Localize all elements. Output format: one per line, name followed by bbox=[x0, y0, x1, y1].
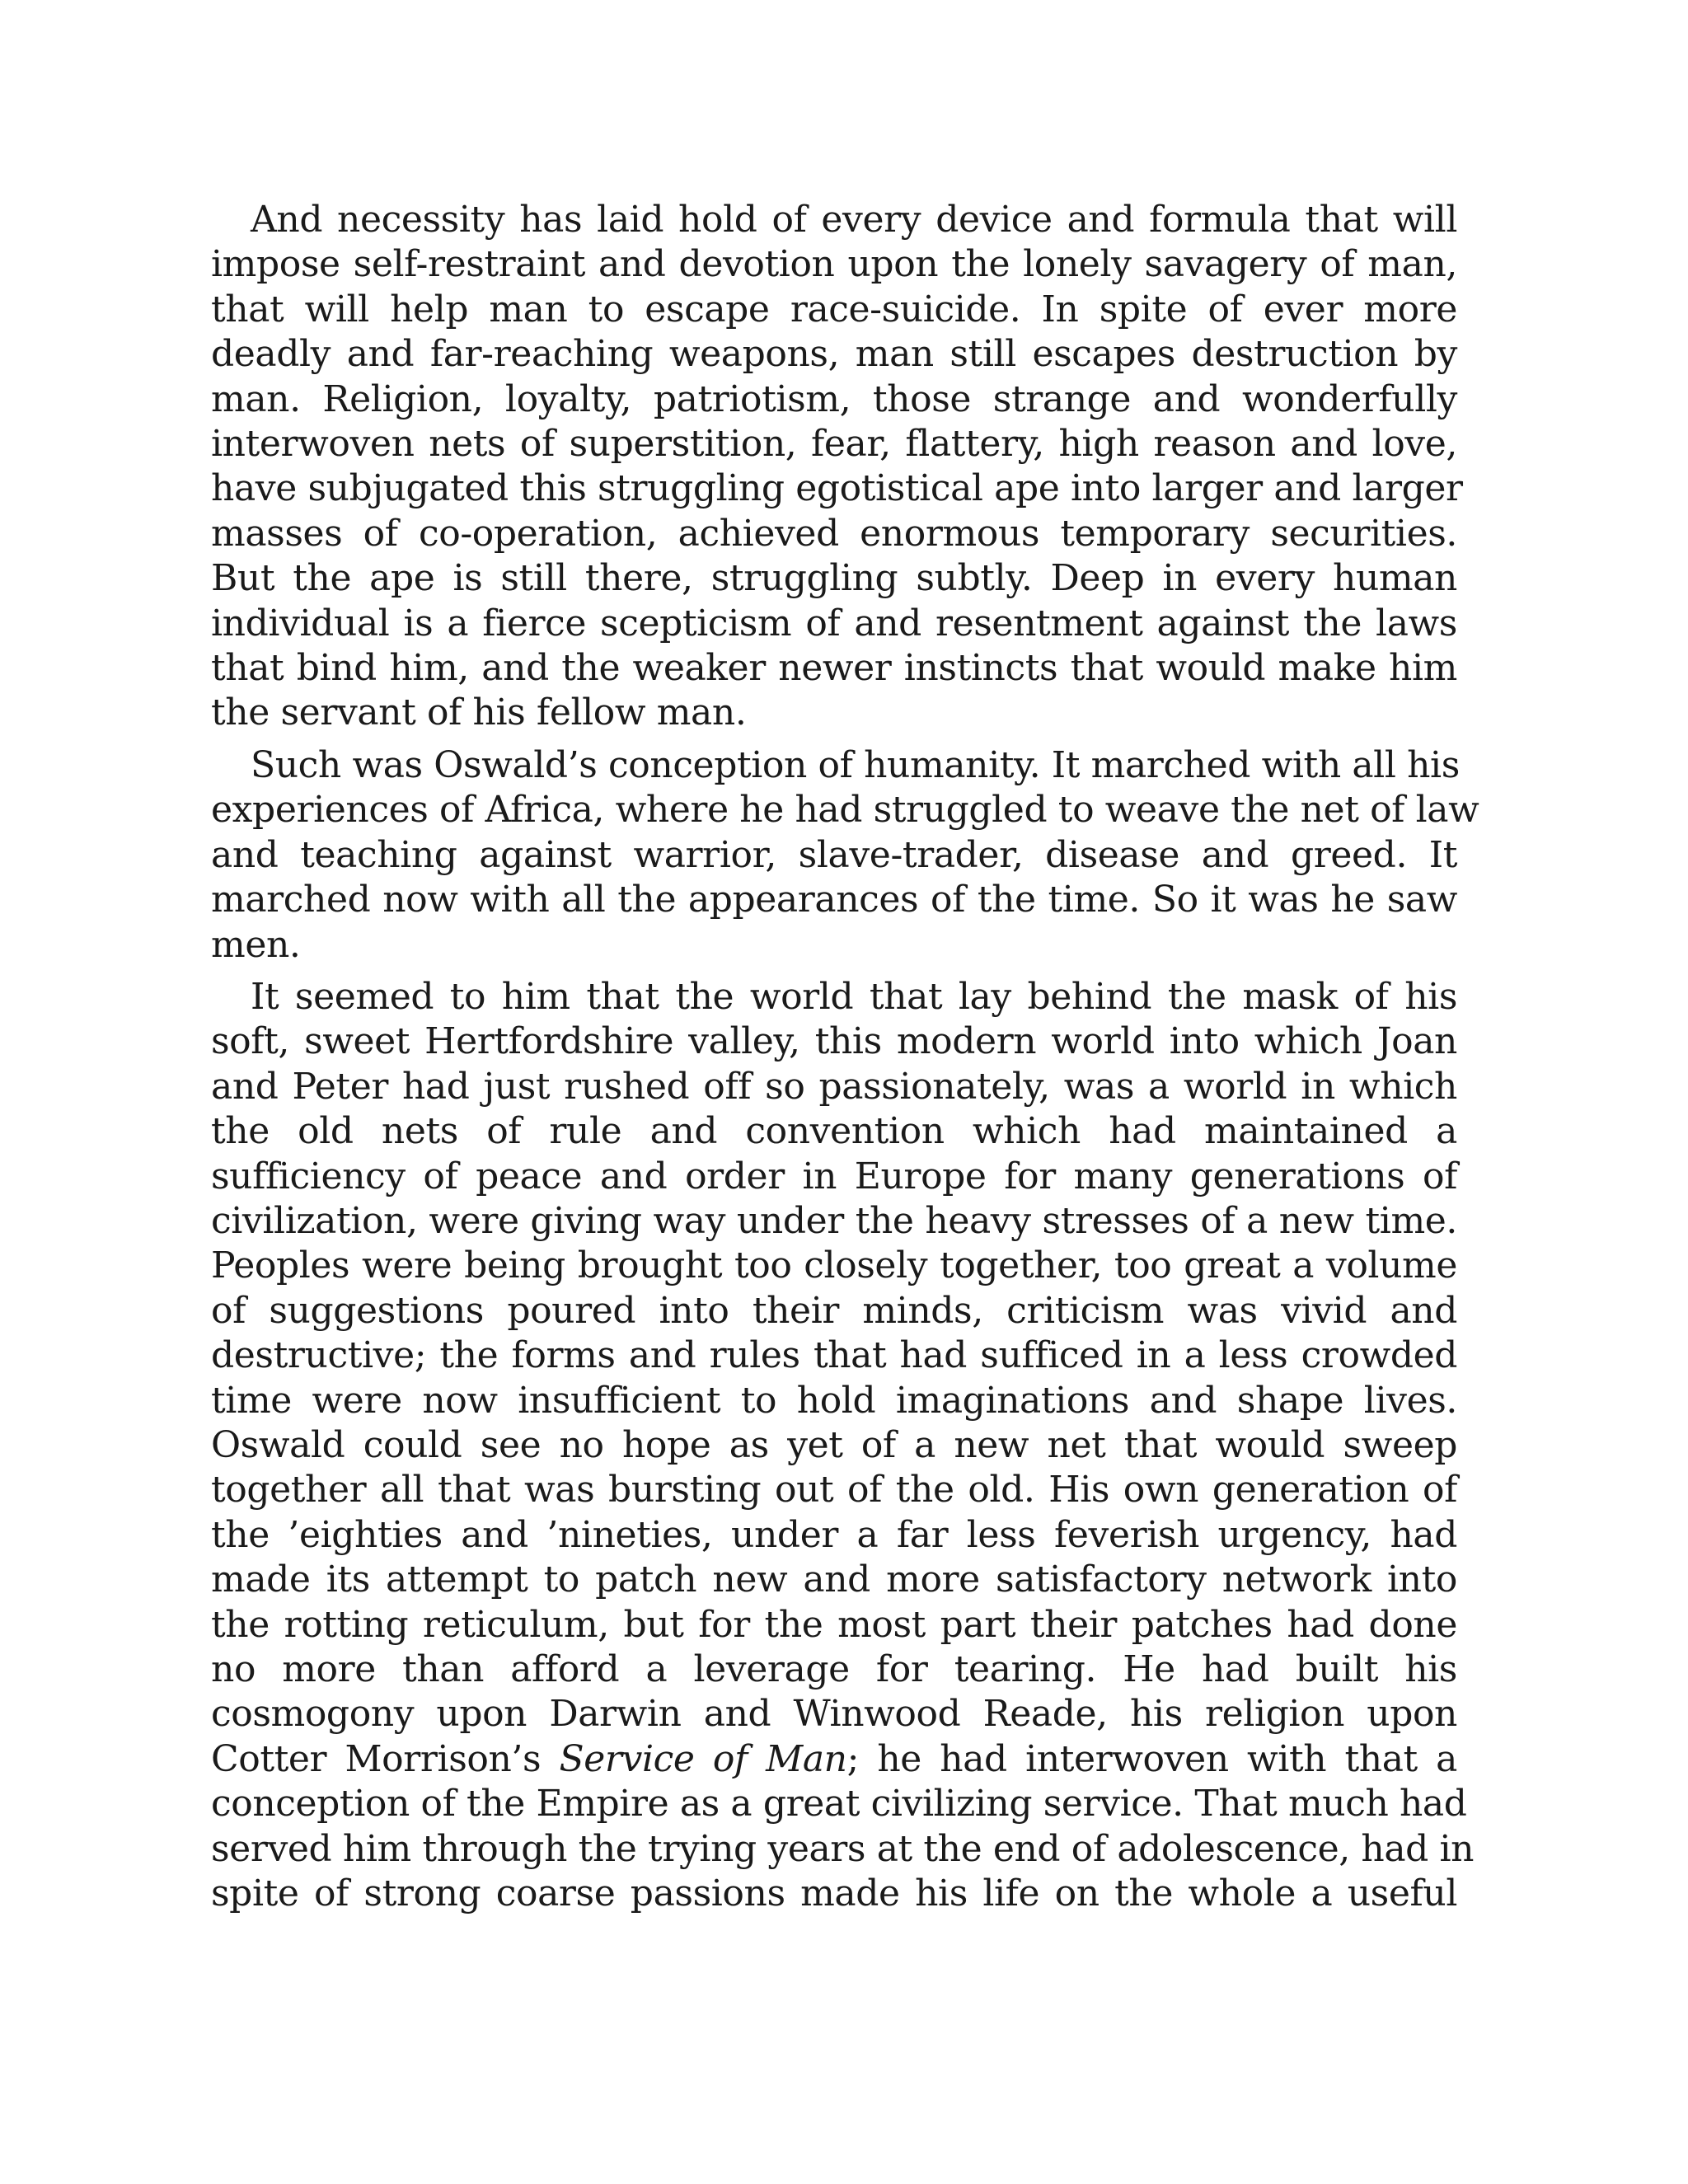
text-line: It seemed to him that the world that lay behind the mask of his bbox=[251, 975, 1457, 1018]
text-before-title: Cotter Morrison’s bbox=[211, 1737, 560, 1780]
text-line: together all that was bursting out of the old. His own generation of bbox=[211, 1469, 1457, 1511]
text-line: And necessity has laid hold of every device and formula that will bbox=[251, 199, 1457, 241]
paragraph-1 bbox=[211, 198, 1463, 736]
text-line: conception of the Empire as a great civilizing service. That much had bbox=[211, 1783, 1467, 1825]
text-line: experiences of Africa, where he had struggled to weave the net of law bbox=[211, 789, 1479, 832]
text-line: and Peter had just rushed off so passionately, was a world in which bbox=[211, 1065, 1457, 1108]
text-line: soft, sweet Hertfordshire valley, this modern world into which Joan bbox=[211, 1020, 1457, 1063]
text-line: the ’eighties and ’nineties, under a far less feverish urgency, had bbox=[211, 1513, 1457, 1556]
text-line: that bind him, and the weaker newer instincts that would make him bbox=[211, 647, 1457, 690]
text-line: and teaching against warrior, slave-trader, disease and greed. It bbox=[211, 833, 1457, 876]
text-line: civilization, were giving way under the heavy stresses of a new time. bbox=[211, 1199, 1457, 1242]
text-line: spite of strong coarse passions made his life on the whole a useful bbox=[211, 1872, 1457, 1915]
text-line: impose self-restraint and devotion upon the lonely savagery of man, bbox=[211, 243, 1457, 286]
text-line: the rotting reticulum, but for the most part their patches had done bbox=[211, 1603, 1457, 1646]
text-line-with-italic bbox=[211, 1737, 1457, 1782]
text-after-title: ; he had interwoven with that a bbox=[846, 1737, 1457, 1780]
text-line: the servant of his fellow man. bbox=[211, 691, 747, 734]
text-line: served him through the trying years at the end of adolescence, had in bbox=[211, 1827, 1475, 1870]
text-line: time were now insufficient to hold imaginations and shape lives. bbox=[211, 1379, 1457, 1422]
text-line: Peoples were being brought too closely together, too great a volume bbox=[211, 1244, 1457, 1287]
text-line: marched now with all the appearances of the time. So it was he saw bbox=[211, 879, 1457, 921]
text-line: have subjugated this struggling egotistical ape into larger and larger bbox=[211, 467, 1463, 510]
text-line: men. bbox=[211, 923, 301, 966]
body-text bbox=[211, 198, 1479, 1924]
paragraph-2 bbox=[211, 743, 1479, 968]
text-line: the old nets of rule and convention which had maintained a bbox=[211, 1110, 1457, 1153]
text-line: no more than afford a leverage for tearing. He had built his bbox=[211, 1648, 1457, 1690]
text-line: interwoven nets of superstition, fear, flattery, high reason and love, bbox=[211, 423, 1457, 466]
paragraph-3 bbox=[211, 975, 1475, 1917]
text-line: masses of co-operation, achieved enormous temporary securities. bbox=[211, 512, 1457, 555]
text-line: Such was Oswald’s conception of humanity. It marched with all his bbox=[251, 743, 1460, 786]
book-title: Service of Man bbox=[559, 1737, 847, 1780]
text-line: Oswald could see no hope as yet of a new net that would sweep bbox=[211, 1423, 1457, 1466]
text-line: that will help man to escape race-suicide. In spite of ever more bbox=[211, 288, 1457, 330]
text-line: destructive; the forms and rules that had sufficed in a less crowded bbox=[211, 1334, 1457, 1377]
text-line: of suggestions poured into their minds, criticism was vivid and bbox=[211, 1289, 1457, 1332]
text-line: made its attempt to patch new and more satisfactory network into bbox=[211, 1558, 1457, 1601]
text-line: individual is a fierce scepticism of and resentment against the laws bbox=[211, 602, 1457, 644]
text-line: man. Religion, loyalty, patriotism, those strange and wonderfully bbox=[211, 377, 1457, 420]
text-line: deadly and far-reaching weapons, man still escapes destruction by bbox=[211, 333, 1457, 376]
text-line: cosmogony upon Darwin and Winwood Reade, his religion upon bbox=[211, 1693, 1457, 1736]
text-line: But the ape is still there, struggling subtly. Deep in every human bbox=[211, 557, 1457, 600]
text-line: sufficiency of peace and order in Europe for many generations of bbox=[211, 1155, 1457, 1197]
